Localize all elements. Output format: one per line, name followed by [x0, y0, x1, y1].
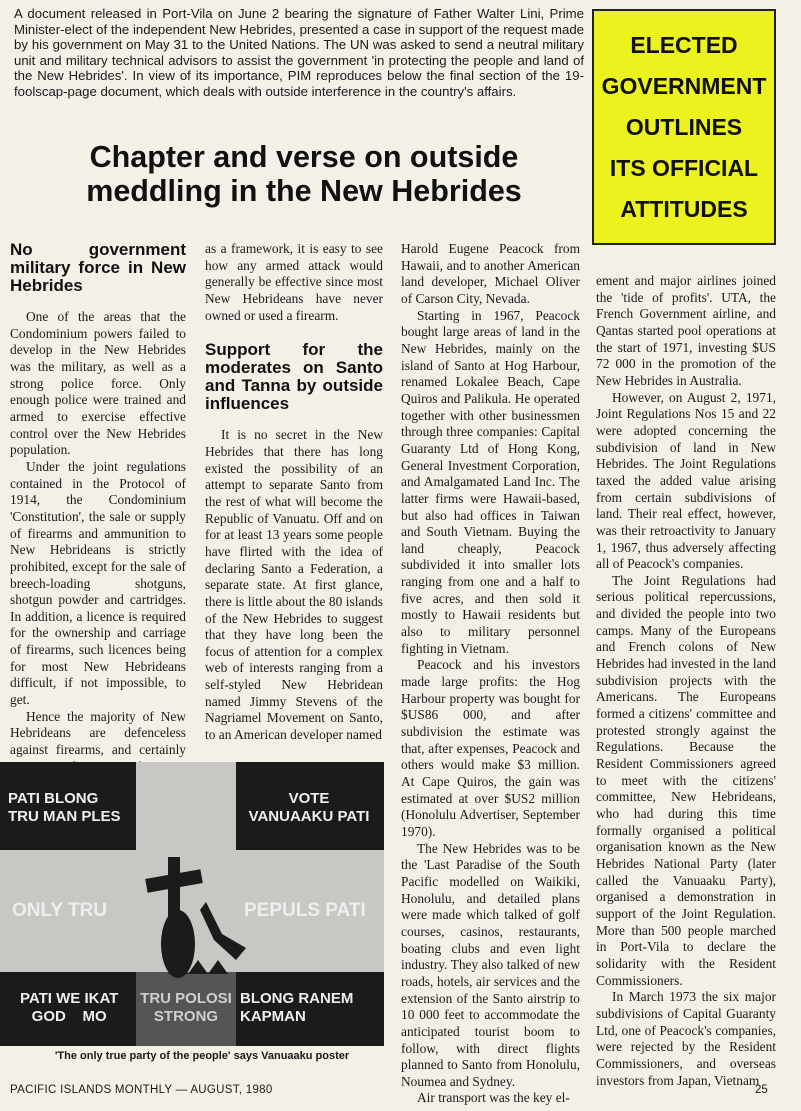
body-paragraph: Air transport was the key el-	[417, 1090, 570, 1106]
poster-caption: 'The only true party of the people' says Vanuaaku poster	[54, 1050, 350, 1062]
column-2	[205, 241, 383, 744]
poster-text: ONLY TRU	[12, 900, 108, 921]
body-paragraph: Harold Eugene Peacock from Hawaii, and to another American land developer, Michael Oliver of Carson City, Nevada.	[401, 241, 580, 306]
sidebox-line: ELECTED	[630, 31, 738, 58]
body-paragraph: ement and major airlines joined the 'tide of profits'. UTA, the French Government airline, and Qantas started pool operations at the start of 1971, investing $US 72 000 in the promotion of the New Hebrides in Australia.	[596, 273, 776, 388]
body-paragraph: as a framework, it is easy to see how any armed attack would generally be effective since most New Hebrideans have never owned or used a firearm.	[205, 241, 383, 323]
body-paragraph: The Joint Regulations had serious political repercussions, and divided the people into two camps. Many of the Europeans and French colons of New Hebrides had invested in the land subdivision projects with the Americans. The Europeans formed a citizens' committee and protested strongly against the Regulations. Because the Resident Commissioners agreed to meet with the citizens' committee, New Hebrideans, who had during this time formally organised a political organisation known as the New Hebrides National Party (later called the Vanuaaku Party), organised a demonstration in support of the Joint Regulation. More than 500 people marched in Port-Vila to declare the solidarity with the Resident Commissioners.	[596, 572, 776, 988]
article-headline: Chapter and verse on outside meddling in the New Hebrides	[86, 140, 522, 208]
intro-paragraph: A document released in Port-Vila on June 2 bearing the signature of Father Walter Lini, Prime Minister-elect of the independent New Hebrides, presented a case in support of the request made by his government on May 31 to the United Nations. The UN was asked to send a neutral military unit and military technical advisors to assist the government 'in protecting the people and land of the New Hebrides'. In view of its importance, PIM reproduces below the final section of the 19-foolscap-page document, which deals with outside interference in the country's affairs.	[14, 6, 584, 99]
body-paragraph: Hence the majority of New Hebrideans are defenceless against firearms, and certainly	[10, 708, 186, 758]
poster-text: PEPULS PATI	[244, 900, 366, 921]
body-paragraph: It is no secret in the New Hebrides that there has long existed the possibility of an attempt to separate Santo from the rest of what will become the Republic of Vanuatu. Off and on for at least 13 years some people have flirted with the idea of declaring Santo a Federation, a separate state. At first glance, there is little about the 80 islands of the New Hebrides to suggest that they have long been the focus of attention for a complex web of interests ranging from a self-styled New Hebridean named Jimmy Stevens of the Nagriamel Movement on Santo, to an American developer named	[205, 427, 383, 743]
magazine-footer: PACIFIC ISLANDS MONTHLY — AUGUST, 1980	[10, 1084, 273, 1096]
poster-text: BLONG RANEM KAPMAN	[240, 990, 354, 1025]
body-paragraph: One of the areas that the Condominium powers failed to develop in the New Hebrides was the military, as well as a strong police force. Only enough police were trained and armed to exercise effective control over the New Hebrides population.	[10, 309, 186, 458]
body-paragraph: Starting in 1967, Peacock bought large areas of land in the New Hebrides, mainly on the island of Santo at Hog Harbour, renamed Lokalee Beach, Cape Quiros and Palikula. He operated together with other businessmen through three companies: Capital Guaranty Ltd of Hong Kong, General Investment Corporation, and Amalgamated Land Inc. The latter firms were Hawaii-based, but also had offices in Taiwan and South Vietnam. Buying the land cheaply, Peacock subdivided it into smaller lots ranging from one and a half to five acres, and then sold it mostly to Hawaii residents but also to military personnel fighting in Vietnam.	[401, 307, 580, 656]
sidebox-line: ATTITUDES	[620, 195, 748, 222]
body-paragraph: Peacock and his investors made large profits: the Hog Harbour property was bought for $US86 000, and after subdivision the estimate was that, after expenses, Peacock and others would make $3 million. At Cape Quiros, the gain was estimated at over $US2 million (Honolulu Advertiser, September 1970).	[401, 657, 580, 839]
body-paragraph: However, on August 2, 1971, Joint Regulations Nos 15 and 22 were adopted concerning the subdivision of land in New Hebrides. The Joint Regulations taxed the added value arising from certain subdivisions of land. Their real effect, however, was their retroactivity to January 1, 1967, thus adversely affecting all of Peacock's companies.	[596, 389, 776, 572]
column-3	[401, 241, 580, 1107]
sidebox-line: OUTLINES	[625, 113, 743, 140]
page-number: 25	[755, 1084, 768, 1096]
sidebox-title	[592, 9, 776, 245]
body-paragraph: Under the joint regulations contained in the Protocol of 1914, the Condominium 'Constitution', the sale or supply of firearms and ammunition to New Hebrideans is strictly prohibited, except for the sale of breech-loading shotguns, shotgun powder and cartridges. In addition, a licence is required for the ownership and carriage of firearms, such licences being for most New Hebrideans difficult, if not impossible, to get.	[10, 458, 186, 708]
body-paragraph: The New Hebrides was to be the 'Last Paradise of the South Pacific modelled on Waikiki, Honolulu, and detailed plans were made which talked of golf courses, casinos, restaurants, boating clubs and even light industry. They also talked of new roads, hotels, air services and the extension of the Santo airstrip to 10 000 feet to accommodate the anticipated tourist boom to follow, with direct flights planned to Santo from Honolulu, Noumea and Sydney.	[401, 840, 580, 1089]
sidebox-line: ITS OFFICIAL	[609, 154, 759, 181]
poster-text: PATI BLONG TRU MAN PLES	[8, 790, 121, 825]
section-heading: No government military force in New Hebrides	[10, 240, 186, 295]
poster-text: TRU POLOSI STRONG	[140, 990, 232, 1025]
sidebox-line: GOVERNMENT	[601, 72, 767, 99]
body-paragraph: In March 1973 the six major subdivisions of Capital Guaranty Ltd, one of Peacock's companies, were rejected by the Resident Commissioners, and overseas investors from Japan, Vietnam	[596, 989, 776, 1088]
column-1	[10, 241, 186, 792]
poster-text: VOTE VANUAAKU PATI	[248, 790, 370, 825]
section-heading: Support for the moderates on Santo and Tanna by outside influences	[205, 340, 383, 414]
vanuaaku-poster-image	[0, 762, 384, 1046]
poster-text: PATI WE IKAT GOD MO	[20, 990, 119, 1025]
column-4	[596, 273, 776, 1089]
